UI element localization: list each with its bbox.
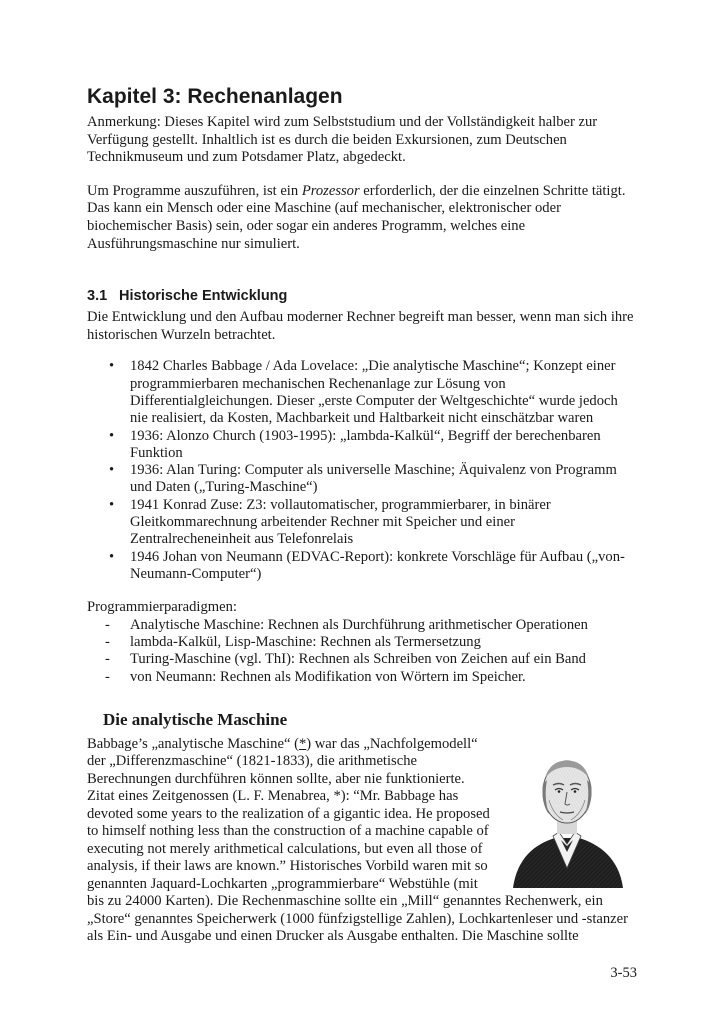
page-number: 3-53 [610, 965, 637, 981]
history-list [87, 358, 635, 583]
analytic-machine-section [87, 736, 635, 946]
footnote-link[interactable]: * [298, 735, 307, 752]
document-page [87, 84, 635, 946]
history-item-text: 1936: Alonzo Church (1903-1995): „lambda-Kalkül“, Begriff der berechenbaren Funktion [130, 427, 601, 461]
paradigm-item [87, 669, 635, 686]
paradigms-list [87, 617, 635, 686]
analytic-text-rest: ) war das „Nachfolgemodell“ der „Differenzmaschine“ (1821-1833), die arithmetische Berechnungen durchführen können sollte, aber nie funktionierte. Zitat eines Zeitgenossen (L. F. Menabrea, *): “Mr. Babbage has devoted some years to the realization of a gigantic idea. He proposed to himself nothing less than the construction of a machine capable of executing not merely arithmetical calculations, but even all those of analysis, if their laws are known.” Historisches Vorbild waren mit so genannten Jaquard-Lochkarten „programmierbare“ Webstühle (mit bis zu 24000 Karten). Die Rechenmaschine sollte ein „Mill“ genanntes Rechenwerk, ein „Store“ genanntes Speicherwerk (1000 fünfzigstellige Zahlen), Lochkartenleser und -stanzer als Ein- und Ausgabe und einen Drucker als Ausgabe enthalten. Die Maschine sollte [87, 735, 628, 945]
paradigm-item-text: lambda-Kalkül, Lisp-Maschine: Rechnen als Termersetzung [130, 634, 481, 651]
section-title: Historische Entwicklung [119, 288, 288, 305]
paradigm-item [87, 634, 635, 651]
section-number: 3.1 [87, 288, 108, 305]
history-item-text: 1941 Konrad Zuse: Z3: vollautomatischer, programmierbarer, in binärer Gleitkommarechnung arbeitender Rechner mit Speicher und einer Zentralrecheneinheit aus Telefonrelais [130, 496, 551, 548]
history-item [87, 462, 635, 497]
dash-icon: - [105, 651, 110, 668]
paradigm-item [87, 617, 635, 634]
history-item [87, 497, 635, 549]
processor-term: Prozessor [301, 182, 360, 199]
chapter-title: Kapitel 3: Rechenanlagen [87, 85, 343, 108]
intro-text-start: Um Programme auszuführen, ist ein [87, 182, 302, 199]
history-item [87, 358, 635, 427]
history-item-text: 1842 Charles Babbage / Ada Lovelace: „Die analytische Maschine“; Konzept einer programmierbaren mechanischen Rechenanlage zur Lösung von Differentialgleichungen. Dieser „erste Computer der Weltgeschichte“ wurde jedoch nie realisiert, da Kosten, Machbarkeit und Haltbarkeit nicht einschätzbar waren [130, 358, 618, 427]
analytic-machine-heading: Die analytische Maschine [103, 709, 288, 729]
portrait-image [505, 740, 629, 888]
intro-text-end: erforderlich, der die einzelnen Schritte tätigt. Das kann ein Mensch oder eine Maschine (auf mechanischer, elektronischer oder biochemischer Basis) sein, oder sogar ein anderes Programm, welches eine Ausführungsmaschine nur simuliert. [87, 182, 626, 252]
analytic-text-start: Babbage’s „analytische Maschine“ ( [87, 735, 299, 752]
dash-icon: - [105, 634, 110, 651]
paradigm-item [87, 651, 635, 668]
bullet-icon: • [109, 427, 115, 444]
history-item-text: 1946 Johan von Neumann (EDVAC-Report): konkrete Vorschläge für Aufbau („von-Neumann-Computer“) [130, 548, 625, 582]
bullet-icon: • [109, 548, 115, 565]
history-item-text: 1936: Alan Turing: Computer als universelle Maschine; Äquivalenz von Programm und Daten („Turing-Maschine“) [130, 462, 617, 496]
dash-icon: - [105, 668, 110, 685]
paradigm-item-text: Turing-Maschine (vgl. ThI): Rechnen als Schreiben von Zeichen auf ein Band [130, 651, 586, 668]
babbage-portrait [505, 740, 629, 888]
section-intro: Die Entwicklung und den Aufbau moderner Rechner begreift man besser, wenn man sich ihre historischen Wurzeln betrachtet. [87, 309, 634, 343]
bullet-icon: • [109, 496, 115, 513]
bullet-icon: • [109, 358, 115, 375]
chapter-note: Anmerkung: Dieses Kapitel wird zum Selbststudium und der Vollständigkeit halber zur Verfügung gestellt. Inhaltlich ist es durch die beiden Exkursionen, zum Deutschen Technikmuseum und zum Potsdamer Platz, abgedeckt. [87, 114, 598, 166]
paradigms-title: Programmierparadigmen: [87, 599, 237, 616]
paradigm-item-text: Analytische Maschine: Rechnen als Durchführung arithmetischer Operationen [130, 616, 588, 633]
chapter-intro [87, 183, 635, 253]
history-item [87, 549, 635, 584]
history-item [87, 428, 635, 463]
bullet-icon: • [109, 462, 115, 479]
section-heading [87, 287, 635, 305]
dash-icon: - [105, 616, 110, 633]
paradigm-item-text: von Neumann: Rechnen als Modifikation von Wörtern im Speicher. [130, 668, 526, 685]
